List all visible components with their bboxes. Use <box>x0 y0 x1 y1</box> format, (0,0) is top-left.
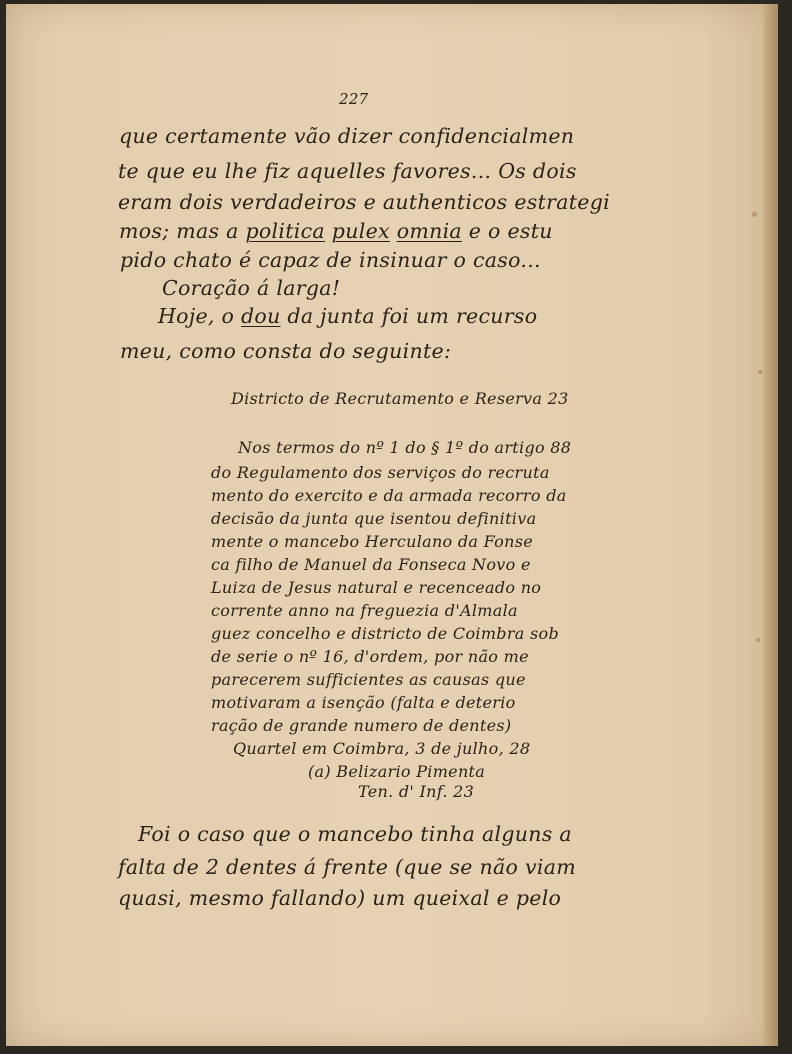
document-line-13: ração de grande numero de dentes) <box>211 716 512 735</box>
page-number: 227 <box>339 90 369 108</box>
intro-line-2: te que eu lhe fiz aquelles favores... Os dois <box>118 159 577 183</box>
document-line-6: ca filho de Manuel da Fonseca Novo e <box>211 555 531 574</box>
intro-line-4 <box>119 219 553 243</box>
intro-line-5: pido chato é capaz de insinuar o caso... <box>120 248 541 272</box>
underlined-word-pulex: pulex <box>331 219 390 243</box>
document-line-11: parecerem sufficientes as causas que <box>211 670 526 689</box>
line4-text-start: mos; mas a <box>119 219 246 243</box>
underlined-word-politica: politica <box>245 219 325 243</box>
intro-line-8: meu, como consta do seguinte: <box>120 339 452 363</box>
closing-line-3: quasi, mesmo fallando) um queixal e pelo <box>118 886 562 910</box>
signature-title: Ten. d' Inf. 23 <box>358 782 475 801</box>
underlined-word-omnia: omnia <box>396 219 462 243</box>
document-line-5: mente o mancebo Herculano da Fonse <box>211 532 533 551</box>
document-line-1: Nos termos do nº 1 do § 1º do artigo 88 <box>238 438 572 457</box>
line4-space-2 <box>390 219 397 243</box>
document-line-8: corrente anno na freguezia d'Almala <box>211 601 518 620</box>
manuscript-page <box>6 4 778 1046</box>
document-heading: Districto de Recrutamento e Reserva 23 <box>231 389 569 408</box>
closing-line-1: Foi o caso que o mancebo tinha alguns a <box>138 822 572 846</box>
document-line-3: mento do exercito e da armada recorro da <box>211 486 567 505</box>
line7-text-start: Hoje, o <box>158 304 241 328</box>
document-line-2: do Regulamento dos serviços do recruta <box>211 463 550 482</box>
intro-line-3: eram dois verdadeiros e authenticos estrategi <box>118 190 610 214</box>
document-line-10: de serie o nº 16, d'ordem, por não me <box>211 647 529 666</box>
place-and-date: Quartel em Coimbra, 3 de julho, 28 <box>233 739 531 758</box>
ink-stain <box>756 638 760 642</box>
line4-text-end: e o estu <box>461 219 553 243</box>
intro-line-1: que certamente vão dizer confidencialmen <box>119 124 575 148</box>
document-line-9: guez concelho e districto de Coimbra sob <box>211 624 559 643</box>
page-edge <box>764 4 778 1046</box>
ink-stain <box>758 370 763 374</box>
exclamation-line: Coração á larga! <box>162 276 341 300</box>
line7-text-end: da junta foi um recurso <box>280 304 538 328</box>
line4-space-1 <box>325 219 332 243</box>
underlined-word-dou: dou <box>241 304 281 328</box>
document-line-7: Luiza de Jesus natural e recenceado no <box>211 578 542 597</box>
document-line-4: decisão da junta que isentou definitiva <box>211 509 537 528</box>
closing-line-2: falta de 2 dentes á frente (que se não viam <box>118 855 577 879</box>
signature: (a) Belizario Pimenta <box>308 762 486 781</box>
ink-stain <box>752 212 757 217</box>
document-line-12: motivaram a isenção (falta e deterio <box>211 693 516 712</box>
intro-line-7 <box>158 304 537 328</box>
